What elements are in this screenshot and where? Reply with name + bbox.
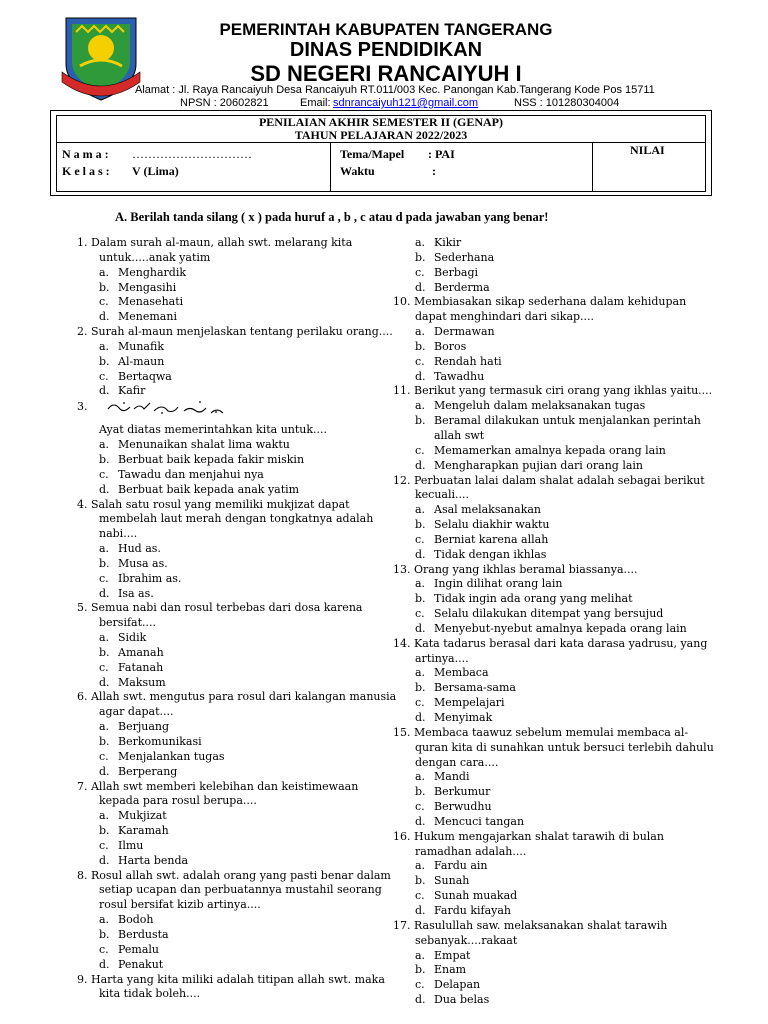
option-letter: c. <box>415 696 425 710</box>
answer-option[interactable] <box>393 607 723 622</box>
option-text: Berderma <box>434 280 490 294</box>
answer-option[interactable] <box>393 355 723 370</box>
option-text: Karamah <box>118 824 169 838</box>
score-label: NILAI <box>630 143 665 157</box>
answer-option[interactable] <box>393 785 723 800</box>
question-item <box>77 690 402 779</box>
option-letter: c. <box>415 889 425 903</box>
option-text: Mukjizat <box>118 809 167 823</box>
question-item <box>393 726 723 830</box>
question-text: 7. Allah swt memberi kelebihan dan keistimewaan <box>77 779 359 793</box>
option-letter: c. <box>415 607 425 621</box>
option-text: Dua belas <box>434 993 490 1007</box>
option-text: Penakut <box>118 957 164 971</box>
option-text: Menghardik <box>118 265 187 279</box>
class-label: K e l a s : <box>62 164 110 178</box>
question-text-continued: rosul bersifat kizib artinya.... <box>99 898 261 912</box>
question-text-continued: artinya.... <box>415 651 469 665</box>
subject-label: Tema/Mapel <box>340 147 405 161</box>
name-label: N a m a : <box>62 147 109 161</box>
answer-option[interactable] <box>77 676 402 691</box>
question-item <box>393 384 723 473</box>
answer-option[interactable] <box>393 266 723 281</box>
option-letter: d. <box>99 675 110 689</box>
answer-option[interactable] <box>77 839 402 854</box>
question-text-continued: dengan cara.... <box>415 755 499 769</box>
option-text: Boros <box>434 339 467 353</box>
option-text: Menemani <box>118 310 177 324</box>
option-letter: c. <box>99 369 109 383</box>
arabic-verse-image <box>104 399 234 415</box>
npsn-number: NPSN : 20602821 <box>180 97 269 109</box>
question-item <box>393 236 723 295</box>
answer-option[interactable] <box>393 622 723 637</box>
answer-option[interactable] <box>393 993 723 1008</box>
answer-option[interactable] <box>77 355 402 370</box>
answer-option[interactable] <box>77 750 402 765</box>
option-text: Kafir <box>118 384 146 398</box>
answer-option[interactable] <box>393 325 723 340</box>
option-text: Mempelajari <box>434 696 505 710</box>
question-text-continued: Ayat diatas memerintahkan kita untuk.... <box>99 423 328 437</box>
question-text-continued: setiap ucapan dan perbuatannya mustahil seorang <box>99 883 382 897</box>
option-letter: d. <box>99 586 110 600</box>
option-letter: b. <box>415 963 426 977</box>
subject-value: : PAI <box>428 147 455 161</box>
question-text-continued: agar dapat.... <box>99 705 174 719</box>
answer-option[interactable] <box>393 533 723 548</box>
answer-option[interactable] <box>393 503 723 518</box>
answer-option[interactable] <box>77 943 402 958</box>
option-letter: c. <box>99 295 109 309</box>
question-text: 1. Dalam surah al-maun, allah swt. melarang kita <box>77 236 353 249</box>
option-text: Ingin dilihat orang lain <box>434 577 563 591</box>
option-letter: a. <box>415 236 426 249</box>
answer-option[interactable] <box>77 438 402 453</box>
option-text: Membaca <box>434 666 489 680</box>
answer-option[interactable] <box>77 370 402 385</box>
option-text: Tawadhu <box>434 369 485 383</box>
option-text: Sunah <box>434 874 470 888</box>
option-text: Berbuat baik kepada anak yatim <box>118 482 300 496</box>
answer-option[interactable] <box>77 928 402 943</box>
answer-option[interactable] <box>393 874 723 889</box>
option-text: Enam <box>434 963 467 977</box>
answer-option[interactable] <box>393 711 723 726</box>
option-letter: d. <box>415 993 426 1007</box>
option-letter: c. <box>415 978 425 992</box>
option-letter: b. <box>99 280 110 294</box>
option-text: Menasehati <box>118 295 184 309</box>
option-text: Al-maun <box>118 354 165 368</box>
answer-option[interactable] <box>393 770 723 785</box>
option-letter: a. <box>415 577 426 591</box>
question-text: 11. Berikut yang termasuk ciri orang yang ikhlas yaitu.... <box>393 384 713 398</box>
answer-option[interactable] <box>77 453 402 468</box>
option-text: Bodoh <box>118 913 154 927</box>
question-text: 10. Membiasakan sikap sederhana dalam kehidupan <box>393 295 687 309</box>
option-letter: c. <box>99 660 109 674</box>
option-letter: b. <box>99 645 110 659</box>
question-text-continued: kecuali.... <box>415 488 470 502</box>
answer-option[interactable] <box>77 958 402 973</box>
option-letter: c. <box>99 467 109 481</box>
question-item <box>393 474 723 563</box>
answer-option[interactable] <box>393 963 723 978</box>
option-text: Selalu diakhir waktu <box>434 518 550 532</box>
option-text: Berbuat baik kepada fakir miskin <box>118 452 305 466</box>
answer-option[interactable] <box>393 889 723 904</box>
name-field[interactable]: ………………………… <box>132 147 252 161</box>
answer-option[interactable] <box>393 414 723 429</box>
option-letter: c. <box>415 265 425 279</box>
question-text-continued: ramadhan adalah.... <box>415 844 527 858</box>
question-item <box>393 295 723 384</box>
answer-option[interactable] <box>77 483 402 498</box>
option-text: Harta benda <box>118 853 189 867</box>
option-text: Tawadu dan menjahui nya <box>118 467 264 481</box>
option-text: Menjalankan tugas <box>118 749 225 763</box>
answer-option[interactable] <box>393 666 723 681</box>
question-text: 8. Rosul allah swt. adalah orang yang pasti benar dalam <box>77 868 391 882</box>
answer-option[interactable] <box>77 572 402 587</box>
department-title: DINAS PENDIDIKAN <box>289 39 483 61</box>
option-text: Berwudhu <box>434 800 492 814</box>
government-title: PEMERINTAH KABUPATEN TANGERANG <box>219 20 553 39</box>
option-letter: c. <box>99 942 109 956</box>
option-letter: d. <box>415 547 426 561</box>
answer-option[interactable] <box>77 913 402 928</box>
option-letter: a. <box>99 631 110 645</box>
answer-option[interactable] <box>77 646 402 661</box>
info-column-divider <box>330 142 331 192</box>
class-value: V (Lima) <box>132 164 179 178</box>
answer-option[interactable] <box>393 904 723 919</box>
option-text: Bersama-sama <box>434 681 516 695</box>
option-letter: a. <box>415 503 426 517</box>
question-item <box>77 399 402 497</box>
option-letter: b. <box>415 250 426 264</box>
question-item <box>393 919 723 1008</box>
option-letter: c. <box>99 749 109 763</box>
email-label: Email: <box>300 97 331 109</box>
question-text: 5. Semua nabi dan rosul terbebas dari dosa karena <box>77 601 363 615</box>
answer-option[interactable] <box>77 720 402 735</box>
answer-option[interactable] <box>393 696 723 711</box>
option-text: Kikir <box>434 236 462 249</box>
option-text: Amanah <box>118 645 164 659</box>
option-text: Menunaikan shalat lima waktu <box>118 438 290 452</box>
nss-number: NSS : 101280304004 <box>514 97 620 109</box>
option-text: Dermawan <box>434 325 495 339</box>
question-text-continued: bersifat.... <box>99 616 157 630</box>
option-letter: b. <box>99 354 110 368</box>
option-letter: c. <box>415 532 425 546</box>
school-district-logo <box>60 14 142 106</box>
option-letter: d. <box>99 764 110 778</box>
option-text: Fardu kifayah <box>434 903 511 917</box>
question-text-continued: sebanyak....rakaat <box>415 933 518 947</box>
option-text: Rendah hati <box>434 354 502 368</box>
option-text: Sederhana <box>434 250 495 264</box>
option-text: Memamerkan amalnya kepada orang lain <box>434 443 666 457</box>
question-text: 14. Kata tadarus berasal dari kata darasa yadrusu, yang <box>393 636 708 650</box>
answer-option[interactable] <box>393 681 723 696</box>
option-letter: a. <box>415 948 426 962</box>
option-text-continued: allah swt <box>434 428 485 442</box>
answer-option[interactable] <box>393 577 723 592</box>
exam-title-line2: TAHUN PELAJARAN 2022/2023 <box>294 128 468 142</box>
question-text: 16. Hukum mengajarkan shalat tarawih di bulan <box>393 829 664 843</box>
answer-option[interactable] <box>393 978 723 993</box>
answer-option[interactable] <box>77 631 402 646</box>
time-label: Waktu <box>340 164 375 178</box>
answer-option[interactable] <box>77 557 402 572</box>
option-text: Fardu ain <box>434 859 488 873</box>
option-text: Musa as. <box>118 556 168 570</box>
option-letter: b. <box>99 452 110 466</box>
question-text-continued: untuk.....anak yatim <box>99 250 211 264</box>
email-link[interactable]: sdnrancaiyuh121@gmail.com <box>333 97 479 109</box>
answer-option[interactable] <box>77 854 402 869</box>
questions-right-column <box>393 236 723 1008</box>
option-letter: c. <box>415 354 425 368</box>
answer-option[interactable] <box>77 661 402 676</box>
option-text: Mandi <box>434 770 470 784</box>
option-text: Mengasihi <box>118 280 177 294</box>
info-divider <box>56 142 706 143</box>
school-name: SD NEGERI RANCAIYUH I <box>250 61 522 86</box>
option-text: Tidak ingin ada orang yang melihat <box>434 592 633 606</box>
option-letter: d. <box>99 384 110 398</box>
option-letter: d. <box>99 853 110 867</box>
question-text: 6. Allah swt. mengutus para rosul dari kalangan manusia <box>77 690 397 704</box>
option-letter: a. <box>99 720 110 734</box>
answer-option[interactable] <box>393 251 723 266</box>
answer-option[interactable] <box>77 587 402 602</box>
option-letter: a. <box>99 542 110 556</box>
option-letter: d. <box>415 903 426 917</box>
option-text: Pemalu <box>118 942 160 956</box>
answer-option[interactable] <box>77 735 402 750</box>
option-text: Sidik <box>118 631 147 645</box>
option-text: Mencuci tangan <box>434 814 525 828</box>
answer-option[interactable] <box>393 281 723 296</box>
option-letter: b. <box>99 824 110 838</box>
option-letter: d. <box>415 280 426 294</box>
option-text: Berjuang <box>118 720 170 734</box>
option-letter: b. <box>99 556 110 570</box>
exam-title <box>56 116 706 142</box>
option-text: Menyebut-nyebut amalnya kepada orang lain <box>434 621 687 635</box>
question-item <box>77 325 402 399</box>
question-text: 9. Harta yang kita miliki adalah titipan allah swt. maka <box>77 972 385 986</box>
option-text: Beramal dilakukan untuk menjalankan perintah <box>434 414 701 428</box>
answer-option[interactable] <box>77 765 402 780</box>
question-text: 3. <box>77 399 402 415</box>
question-item <box>77 601 402 690</box>
option-text: Munafik <box>118 339 164 353</box>
answer-option[interactable] <box>393 949 723 964</box>
question-text-continued: quran kita di sunahkan untuk bersuci terlebih dahulu <box>415 740 714 754</box>
option-letter: a. <box>415 770 426 784</box>
answer-option[interactable] <box>393 592 723 607</box>
answer-option[interactable] <box>393 859 723 874</box>
option-letter: b. <box>415 339 426 353</box>
option-letter: c. <box>415 800 425 814</box>
option-text: Delapan <box>434 978 481 992</box>
option-letter: a. <box>415 325 426 339</box>
option-letter: a. <box>99 809 110 823</box>
option-letter: d. <box>99 310 110 324</box>
option-letter: b. <box>415 785 426 799</box>
answer-option[interactable] <box>77 809 402 824</box>
answer-option[interactable] <box>393 370 723 385</box>
option-letter: d. <box>415 711 426 724</box>
question-text: 2. Surah al-maun menjelaskan tentang perilaku orang.... <box>77 325 393 339</box>
answer-option[interactable] <box>393 548 723 563</box>
question-item <box>77 236 402 325</box>
question-item <box>77 498 402 602</box>
question-text: 17. Rasulullah saw. melaksanakan shalat tarawih <box>393 918 668 932</box>
question-item <box>77 973 402 1003</box>
option-letter: a. <box>99 438 110 452</box>
question-text: 15. Membaca taawuz sebelum memulai membaca al- <box>393 725 689 739</box>
option-text: Berbagi <box>434 265 479 279</box>
question-text-continued: nabi.... <box>99 527 138 541</box>
option-text: Empat <box>434 948 471 962</box>
option-letter: a. <box>415 399 426 413</box>
option-text: Tidak dengan ikhlas <box>434 547 547 561</box>
answer-option[interactable] <box>77 384 402 399</box>
option-letter: c. <box>415 443 425 457</box>
question-item <box>393 637 723 726</box>
option-text: Hud as. <box>118 542 161 556</box>
option-letter: a. <box>99 339 110 353</box>
score-column-divider <box>592 142 593 192</box>
option-letter: a. <box>99 265 110 279</box>
option-letter: d. <box>415 458 426 472</box>
option-letter: b. <box>415 681 426 695</box>
school-address: Alamat : Jl. Raya Rancaiyuh Desa Rancaiyuh RT.011/003 Kec. Panongan Kab.Tangerang Kode Pos 15711 <box>135 84 655 96</box>
option-letter: b. <box>415 592 426 606</box>
option-letter: b. <box>415 518 426 532</box>
answer-option[interactable] <box>393 800 723 815</box>
question-item <box>393 563 723 637</box>
option-text: Ilmu <box>118 838 144 852</box>
option-text: Fatanah <box>118 660 164 674</box>
option-letter: a. <box>415 666 426 680</box>
questions-left-column <box>77 236 402 1002</box>
question-text-continued: membelah laut merah dengan tongkatnya adalah <box>99 512 374 526</box>
answer-option[interactable] <box>77 266 402 281</box>
answer-option[interactable] <box>393 399 723 414</box>
answer-option[interactable] <box>393 815 723 830</box>
question-text: 13. Orang yang ikhlas beramal biassanya.... <box>393 562 638 576</box>
option-letter: c. <box>99 838 109 852</box>
option-letter: d. <box>415 369 426 383</box>
answer-option[interactable] <box>393 444 723 459</box>
option-text: Ibrahim as. <box>118 571 182 585</box>
answer-option[interactable] <box>77 310 402 325</box>
option-text: Berkomunikasi <box>118 735 202 748</box>
option-letter: d. <box>99 482 110 496</box>
instruction: A. Berilah tanda silang ( x ) pada huruf a , b , c atau d pada jawaban yang benar! <box>115 210 549 224</box>
option-text: Berdusta <box>118 927 169 941</box>
option-text: Mengeluh dalam melaksanakan tugas <box>434 399 646 413</box>
answer-option[interactable] <box>393 518 723 533</box>
option-text: Isa as. <box>118 586 154 600</box>
answer-option[interactable] <box>393 340 723 355</box>
question-text-continued: dapat menghindari dari sikap.... <box>415 310 595 324</box>
option-letter: a. <box>415 859 426 873</box>
option-text: Maksum <box>118 675 166 689</box>
question-text-continued: kita tidak boleh.... <box>99 987 201 1001</box>
option-text: Berkumur <box>434 785 491 799</box>
option-letter: b. <box>415 414 426 428</box>
option-text: Asal melaksanakan <box>434 503 541 517</box>
option-letter: c. <box>99 571 109 585</box>
option-letter: a. <box>99 913 110 927</box>
exam-title-line1: PENILAIAN AKHIR SEMESTER II (GENAP) <box>258 115 504 129</box>
answer-option[interactable] <box>393 236 723 251</box>
option-text: Menyimak <box>434 711 493 724</box>
answer-option[interactable] <box>77 295 402 310</box>
question-text: 4. Salah satu rosul yang memiliki mukjizat dapat <box>77 497 350 511</box>
option-text: Berperang <box>118 764 178 778</box>
option-text: Mengharapkan pujian dari orang lain <box>434 458 644 472</box>
option-text: Berniat karena allah <box>434 532 549 546</box>
answer-option[interactable] <box>77 281 402 296</box>
question-text: 12. Perbuatan lalai dalam shalat adalah sebagai berikut <box>393 473 705 487</box>
option-text: Selalu dilakukan ditempat yang bersujud <box>434 607 664 621</box>
question-text-continued: kepada para rosul berupa.... <box>99 794 257 808</box>
answer-option[interactable] <box>77 340 402 355</box>
question-item <box>393 830 723 919</box>
time-value: : <box>432 164 436 178</box>
option-letter: b. <box>415 874 426 888</box>
question-item <box>77 869 402 973</box>
answer-option[interactable] <box>393 459 723 474</box>
question-item <box>77 780 402 869</box>
option-text: Sunah muakad <box>434 889 518 903</box>
option-letter: d. <box>99 957 110 971</box>
answer-option[interactable] <box>77 824 402 839</box>
answer-option[interactable] <box>77 468 402 483</box>
answer-option[interactable] <box>77 542 402 557</box>
option-letter: d. <box>415 621 426 635</box>
option-letter: d. <box>415 814 426 828</box>
option-letter: b. <box>99 927 110 941</box>
option-text: Bertaqwa <box>118 369 172 383</box>
option-letter: b. <box>99 735 110 748</box>
